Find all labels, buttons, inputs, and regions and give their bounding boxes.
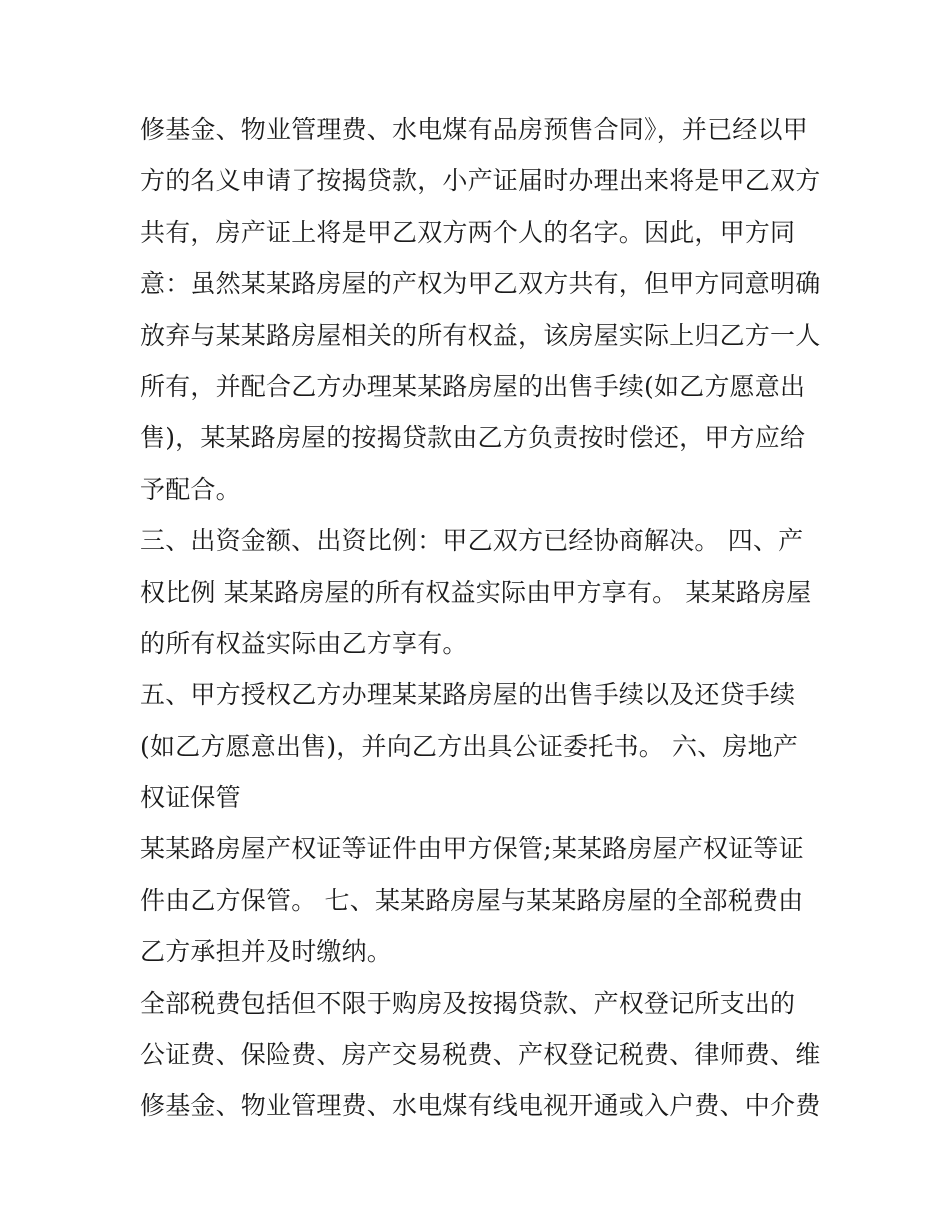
text-line: 的所有权益实际由乙方享有。 [140, 628, 468, 658]
text-line: 售)，某某路房屋的按揭贷款由乙方负责按时偿还，甲方应给 [140, 423, 806, 453]
text-line: 方的名义申请了按揭贷款，小产证届时办理出来将是甲乙双方 [140, 166, 821, 196]
text-line: 意：虽然某某路房屋的产权为甲乙双方共有，但甲方同意明确 [140, 269, 821, 299]
text-line: (如乙方愿意出售)，并向乙方出具公证委托书。 六、房地产 [140, 731, 799, 761]
text-line: 修基金、物业管理费、水电煤有品房预售合同》，并已经以甲 [140, 115, 808, 144]
text-line: 予配合。 [140, 474, 241, 504]
text-line: 三、出资金额、出资比例：甲乙双方已经协商解决。 四、产 [140, 526, 804, 556]
text-line: 权比例 某某路房屋的所有权益实际由甲方享有。 某某路房屋 [140, 577, 812, 607]
text-line: 权证保管 [140, 783, 241, 813]
text-line: 所有，并配合乙方办理某某路房屋的出售手续(如乙方愿意出 [140, 371, 806, 401]
text-line: 全部税费包括但不限于购房及按揭贷款、产权登记所支出的 [140, 988, 796, 1018]
text-line: 共有，房产证上将是甲乙双方两个人的名字。因此，甲方同 [140, 217, 796, 247]
text-line: 某某路房屋产权证等证件由甲方保管;某某路房屋产权证等证 [140, 834, 804, 864]
text-line: 修基金、物业管理费、水电煤有线电视开通或入户费、中介费 [140, 1091, 821, 1121]
text-line: 公证费、保险费、房产交易税费、产权登记税费、律师费、维 [140, 1040, 821, 1070]
document-body [140, 104, 820, 1132]
text-line: 放弃与某某路房屋相关的所有权益，该房屋实际上归乙方一人 [140, 320, 821, 350]
text-line: 件由乙方保管。 七、某某路房屋与某某路房屋的全部税费由 [140, 885, 804, 915]
text-line: 乙方承担并及时缴纳。 [140, 937, 393, 967]
text-line: 五、甲方授权乙方办理某某路房屋的出售手续以及还贷手续 [140, 680, 796, 710]
